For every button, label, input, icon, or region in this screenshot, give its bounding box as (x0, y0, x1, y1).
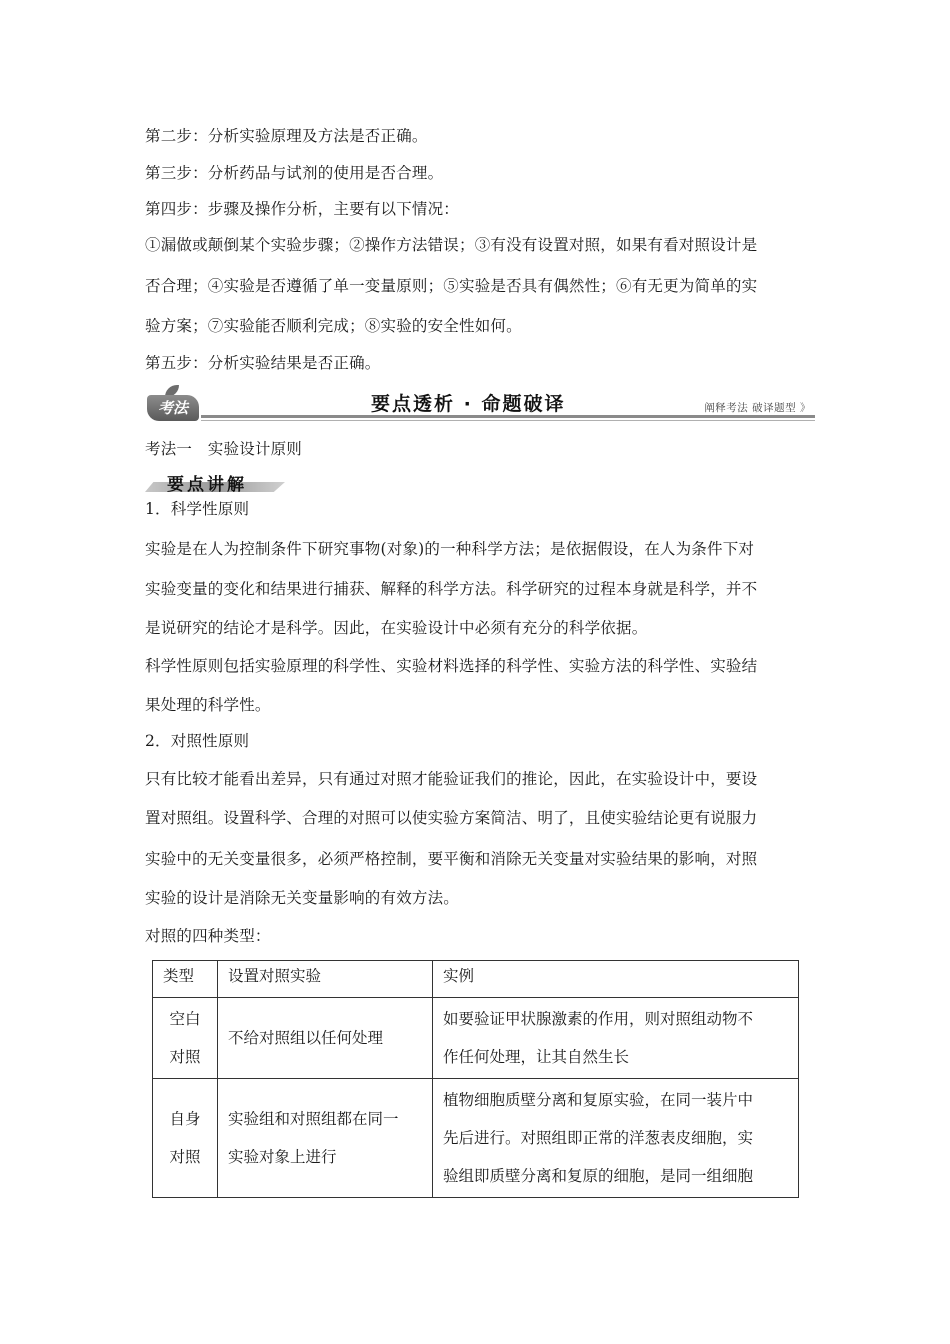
setup-cell (218, 1079, 433, 1198)
type-cell (153, 998, 218, 1079)
body-line-2: 实验变量的变化和结果进行捕获、解释的科学方法。科学研究的过程本身就是科学，并不 (145, 580, 758, 598)
step-3-text: 第三步：分析药品与试剂的使用是否合理。 (145, 164, 444, 182)
header-example: 实例 (433, 961, 799, 998)
banner-subtitle: 阐释考法 破译题型 》 (704, 402, 811, 414)
example-cell-line: 先后进行。对照组即正常的洋葱表皮细胞，实 (443, 1129, 754, 1147)
table-row (153, 1079, 799, 1198)
body-line-1: 实验是在人为控制条件下研究事物(对象)的一种科学方法；是依据假设，在人为条件下对 (145, 540, 755, 558)
type-cell (153, 1079, 218, 1198)
example-cell-line: 植物细胞质壁分离和复原实验，在同一装片中 (443, 1091, 754, 1109)
body-line-3: 是说研究的结论才是科学。因此，在实验设计中必须有充分的科学依据。 (145, 619, 648, 637)
table-caption: 对照的四种类型： (145, 927, 271, 945)
example-cell-line: 验组即质壁分离和复原的细胞，是同一组细胞 (443, 1167, 754, 1185)
banner-title: 要点透析 · 命题破译 (371, 393, 566, 415)
step-4-detail-line-1: ①漏做或颠倒某个实验步骤；②操作方法错误；③有没有设置对照，如果有看对照设计是 (145, 236, 758, 254)
body-line-5: 果处理的科学性。 (145, 696, 271, 714)
body-line-8: 实验中的无关变量很多，必须严格控制，要平衡和消除无关变量对实验结果的影响，对照 (145, 850, 758, 868)
step-4-detail-line-3: 验方案；⑦实验能否顺利完成；⑧实验的安全性如何。 (145, 317, 522, 335)
type-cell-line: 自身 (169, 1110, 201, 1128)
body-line-6: 只有比较才能看出差异，只有通过对照才能验证我们的推论，因此，在实验设计中，要设 (145, 770, 758, 788)
section-tab (145, 470, 285, 494)
setup-cell-line: 实验组和对照组都在同一 (228, 1110, 399, 1128)
header-setup: 设置对照实验 (218, 961, 433, 998)
example-cell-line: 如要验证甲状腺激素的作用，则对照组动物不 (443, 1010, 754, 1028)
section-banner (145, 385, 815, 425)
banner-badge: 考法 (147, 395, 199, 421)
type-cell-line: 对照 (169, 1048, 201, 1066)
method-heading: 考法一 实验设计原则 (145, 440, 303, 458)
setup-cell-line: 实验对象上进行 (228, 1148, 337, 1166)
banner-rule-thin (201, 420, 815, 421)
step-5-text: 第五步：分析实验结果是否正确。 (145, 354, 381, 372)
setup-cell (218, 998, 433, 1079)
principle-1-heading: 1．科学性原则 (145, 500, 250, 518)
principle-2-heading: 2．对照性原则 (145, 732, 250, 750)
body-line-9: 实验的设计是消除无关变量影响的有效方法。 (145, 889, 460, 907)
body-line-4: 科学性原则包括实验原理的科学性、实验材料选择的科学性、实验方法的科学性、实验结 (145, 657, 758, 675)
type-cell-line: 对照 (169, 1148, 201, 1166)
setup-cell-line: 不给对照组以任何处理 (228, 1029, 384, 1047)
table-header-row (153, 961, 799, 998)
example-cell-line: 作任何处理，让其自然生长 (443, 1048, 630, 1066)
step-2-text: 第二步：分析实验原理及方法是否正确。 (145, 127, 428, 145)
header-type: 类型 (153, 961, 218, 998)
step-4-text: 第四步：步骤及操作分析，主要有以下情况： (145, 200, 460, 218)
section-tab-label: 要点讲解 (167, 475, 247, 495)
table-row (153, 998, 799, 1079)
control-types-table (152, 960, 799, 1198)
type-cell-line: 空白 (169, 1010, 201, 1028)
step-4-detail-line-2: 否合理；④实验是否遵循了单一变量原则；⑤实验是否具有偶然性；⑥有无更为简单的实 (145, 277, 758, 295)
example-cell (433, 1079, 799, 1198)
example-cell (433, 998, 799, 1079)
body-line-7: 置对照组。设置科学、合理的对照可以使实验方案简洁、明了，且使实验结论更有说服力 (145, 809, 758, 827)
